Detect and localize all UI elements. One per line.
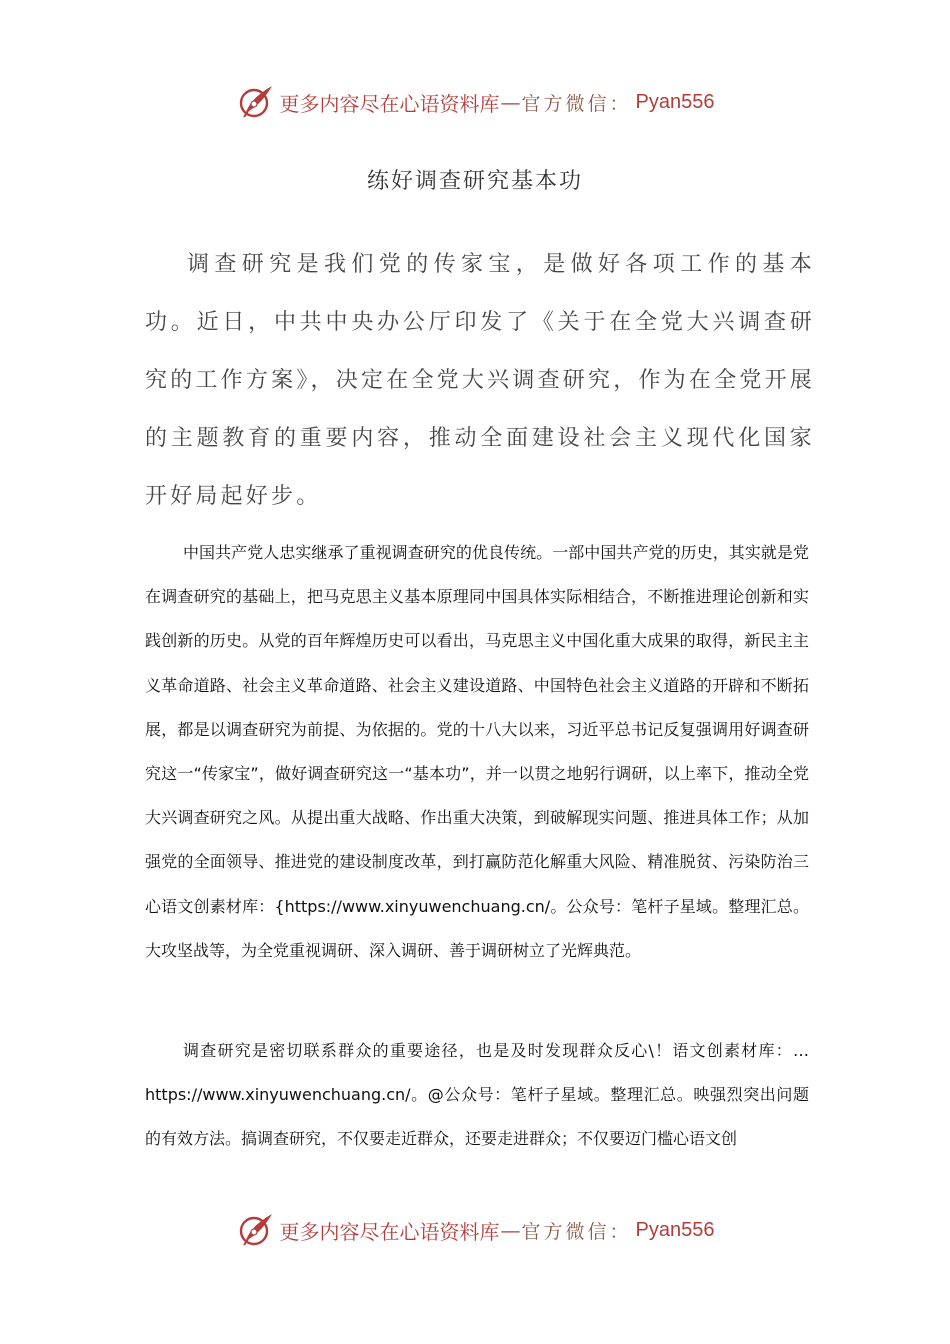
body-paragraph-1: 中国共产党人忠实继承了重视调查研究的优良传统。一部中国共产党的历史，其实就是党在调查研究的基础上，把马克思主义基本原理同中国具体实际相结合，不断推进理论创新和实践创新的历史。从党的百年辉煌历史可以看出，马克思主义中国化重大成果的取得，新民主主义革命道路、社会主义革命道路、社会主义建设道路、中国特色社会主义道路的开辟和不断拓展，都是以调查研究为前提、为依据的。党的十八大以来，习近平总书记反复强调用好调查研究这一“传家宝”，做好调查研究这一“基本功”，并一以贯之地躬行调研，以上率下，推动全党大兴调查研究之风。从提出重大战略、作出重大决策，到破解现实问题、推进具体工作；从加强党的全面领导、推进党的建设制度改革，到打赢防范化解重大风险、精准脱贫、污染防治三心语文创素材库：{https://www.xinyuwenchuang.cn/。公众号：笔杆子星域。整理汇总。大攻坚战等，为全党重视调研、深入调研、善于调研树立了光辉典范。 — [145, 543, 809, 960]
footer-banner — [0, 1208, 950, 1252]
header-separator: — — [500, 90, 521, 114]
footer-site-text: 更多内容尽在心语资料库 — [279, 1219, 500, 1244]
footer-wechat-id: Pyan556 — [635, 1218, 715, 1241]
header-wechat-id: Pyan556 — [635, 90, 715, 113]
body-paragraph-2: 调查研究是密切联系群众的重要途径，也是及时发现群众反心\！语文创素材库：…https://www.xinyuwenchuang.cn/。@公众号：笔杆子星域。整理汇总。映强烈突出问题的有效方法。搞调查研究，不仅要走近群众，还要走进群众；不仅要迈门槛心语文创 — [145, 1041, 809, 1149]
quill-logo-icon — [236, 82, 276, 122]
quill-logo-icon — [236, 1210, 276, 1250]
document-title: 练好调查研究基本功 — [366, 169, 583, 194]
footer-separator: — — [500, 1218, 521, 1242]
header-banner — [0, 80, 950, 124]
footer-wechat-label: 官方微信： — [521, 1220, 632, 1243]
header-wechat-label: 官方微信： — [521, 92, 632, 115]
lead-paragraph: 调查研究是我们党的传家宝，是做好各项工作的基本功。近日，中共中央办公厅印发了《关于在全党大兴调查研究的工作方案》，决定在全党大兴调查研究，作为在全党开展的主题教育的重要内容，推动全面建设社会主义现代化国家开好局起好步。 — [145, 252, 815, 509]
header-site-text: 更多内容尽在心语资料库 — [279, 91, 500, 116]
